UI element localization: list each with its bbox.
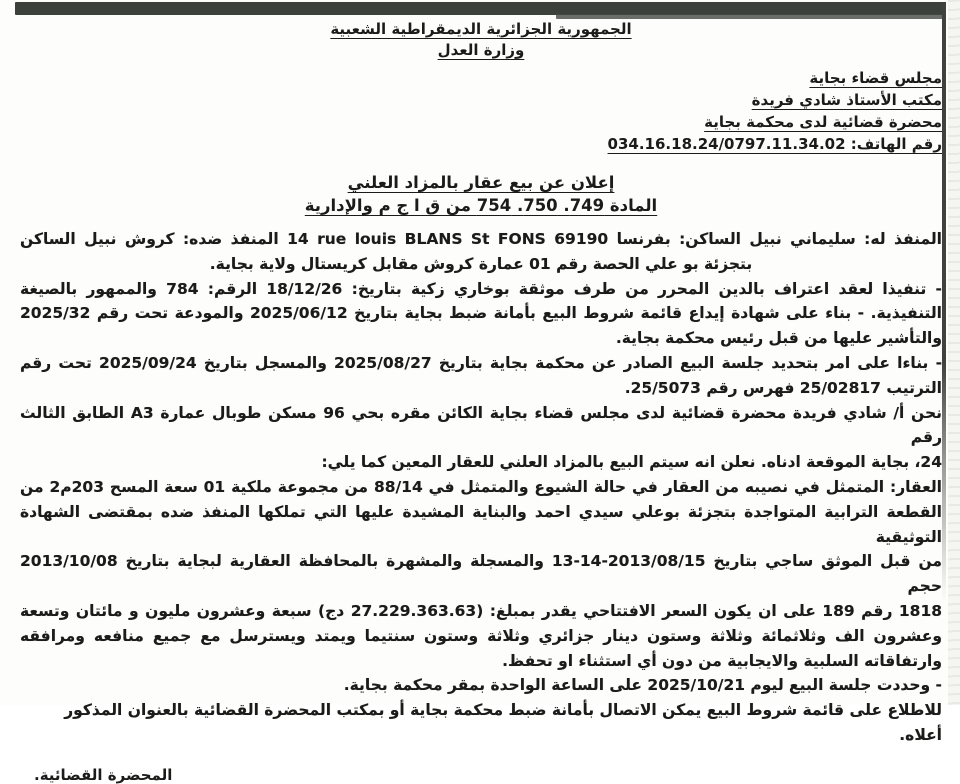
body-line: للاطلاع على قائمة شروط البيع يمكن الاتصال بأمانة ضبط محكمة بجاية أو بمكتب المحضرة القضائية بالعنوان المذكور أعلاه. bbox=[64, 701, 942, 744]
body-line: والتأشير عليها من قبل رئيس محكمة بجاية. bbox=[615, 329, 942, 348]
notice-body bbox=[20, 227, 942, 748]
body-line: التنفيذية. - بناء على شهادة إيداع قائمة شروط البيع بأمانة ضبط بجاية بتاريخ 2025/06/12 والمودعة تحت رقم 2025/32 bbox=[20, 304, 942, 323]
scan-right-paper-strip bbox=[948, 0, 960, 705]
body-line: - وحددت جلسة البيع ليوم 2025/10/21 على الساعة الواحدة بمقر محكمة بجاية. bbox=[343, 676, 942, 695]
body-line: - تنفيذا لعقد اعتراف بالدين المحرر من طرف موثقة بوخاري زكية بتاريخ: 18/12/26 الرقم: 784 والممهور بالصيغة bbox=[20, 279, 942, 298]
signature-bailiff: المحضرة القضائية. bbox=[34, 765, 173, 784]
body-line: - بناءا على امر بتحديد جلسة البيع الصادر عن محكمة بجاية بتاريخ 2025/08/27 والمسجل بتاريخ 2025/09/24 تحت رقم bbox=[20, 353, 942, 372]
scan-right-margin-line bbox=[942, 2, 946, 602]
notice-title: إعلان عن بيع عقار بالمزاد العلني bbox=[347, 173, 615, 192]
body-line: نحن أ/ شادي فريدة محضرة قضائية لدى مجلس قضاء بجاية الكائن مقره بحي 96 مسكن طوبال عمارة A3 الطابق الثالث رقم bbox=[20, 403, 942, 447]
notice-articles: المادة 749. 750. 754 من ق ا ج م والإدارية bbox=[304, 196, 658, 215]
body-line: من قبل الموثق ساجي بتاريخ 2013/08/15-14-13 والمسجلة والمشهرة بالمحافظة العقارية لبجاية بتاريخ 2013/10/08 حجم bbox=[20, 552, 942, 596]
office-line-phone-number: رقم الهاتف: 034.16.18.24/0797.11.34.02 bbox=[607, 135, 942, 153]
body-line: وعشرون الف وثلاثمائة وثلاثة وستون دينار جزائري وثلاثة وستون سنتيما ويمتد ويسترسل مع جميع منافعه ومرافقه bbox=[20, 626, 942, 645]
body-line: بتجزئة بو علي الحصة رقم 01 عمارة كروش مقابل كريستال ولاية بجاية. bbox=[209, 254, 753, 273]
document-header bbox=[20, 19, 942, 61]
notice-title-block bbox=[20, 171, 942, 217]
document-content bbox=[20, 19, 942, 784]
body-line: القطعة الترابية المتواجدة بتجزئة بوعلي سيدي احمد والبناية المشيدة عليها التي تملكها المنفذ ضده بمقتضى الشهادة التوثيقية bbox=[20, 502, 942, 546]
body-line: 24، بجاية الموقعة ادناه. نعلن انه سيتم البيع بالمزاد العلني للعقار المعين كما يلي: bbox=[321, 453, 942, 472]
body-line: 1818 رقم 189 على ان يكون السعر الافتتاحي يقدر بمبلغ: (27.229.363.63 دج) سبعة وعشرون مليون و مائتان وتسعة bbox=[20, 601, 943, 620]
body-line: المنفذ له: سليماني نبيل الساكن: بفرنسا ‪14 rue louis BLANS St FONS 69190‬ المنفذ ضده: كروش نبيل الساكن bbox=[20, 230, 942, 248]
republic-title: الجمهورية الجزائرية الديمقراطية الشعبية bbox=[330, 20, 632, 38]
office-line-bailiff-office: مكتب الأستاذ شادي فريدة bbox=[751, 91, 942, 109]
office-line-bailiff-court: محضرة قضائية لدى محكمة بجاية bbox=[704, 113, 942, 131]
ministry-title: وزارة العدل bbox=[437, 41, 525, 59]
body-line: وارتفاقاته السلبية والايجابية من دون أي استثناء او تحفظ. bbox=[502, 651, 942, 670]
body-line: الترتيب 25/02817 فهرس رقم 25/5073. bbox=[624, 378, 942, 397]
body-line: العقار: المتمثل في نصيبه من العقار في حالة الشيوع والمتمثل في 88/14 من مجموعة ملكية 01 سعة المسح 203م2 من bbox=[20, 477, 942, 496]
office-line-council: مجلس قضاء بجاية bbox=[809, 69, 942, 87]
office-block bbox=[20, 67, 942, 155]
